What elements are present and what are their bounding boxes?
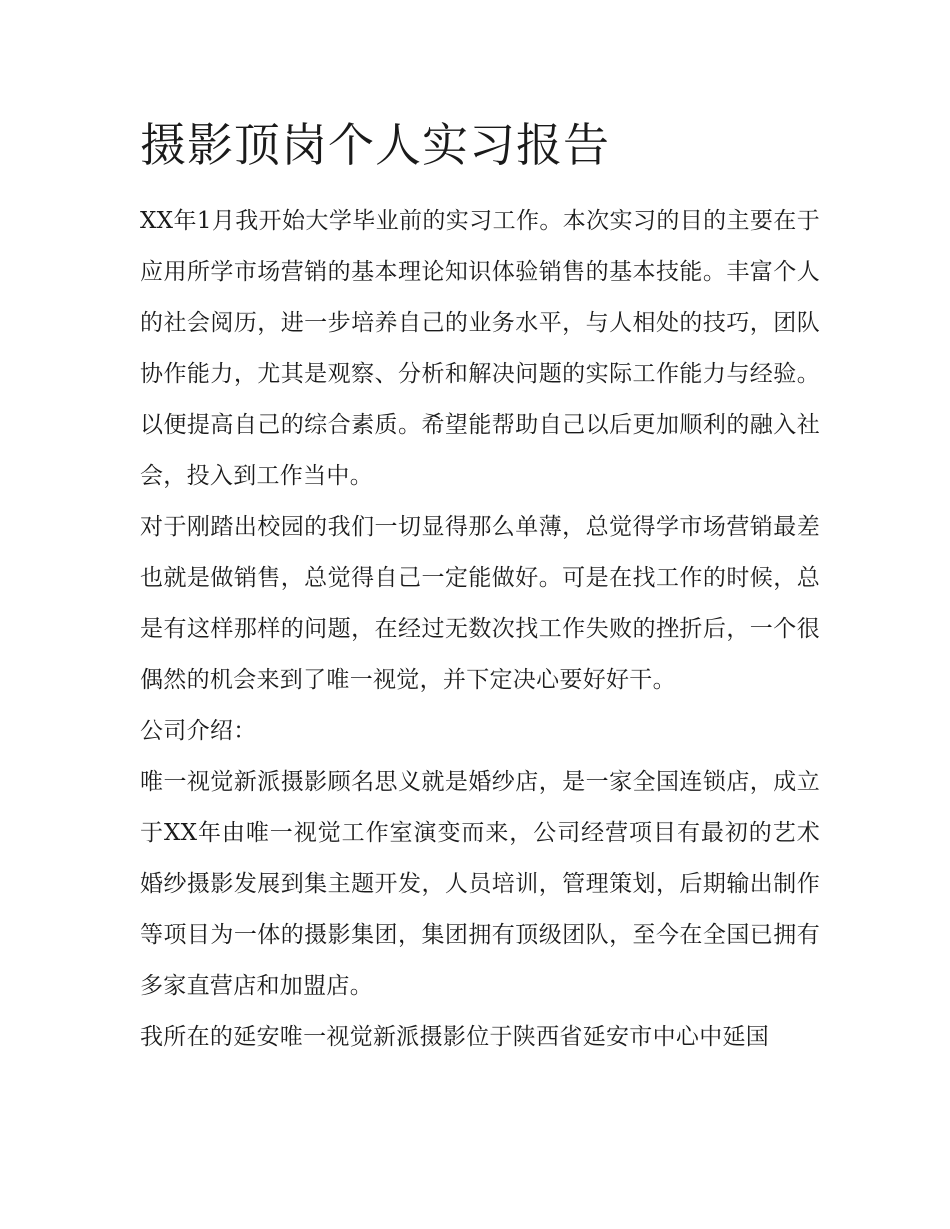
document-body bbox=[140, 196, 820, 1063]
document-title: 摄影顶岗个人实习报告 bbox=[140, 118, 610, 172]
paragraph-internship-intro: XX年1月我开始大学毕业前的实习工作。本次实习的目的主要在于应用所学市场营销的基本理论知识体验销售的基本技能。丰富个人的社会阅历，进一步培养自己的业务水平，与人相处的技巧，团队协作能力，尤其是观察、分析和解决问题的实际工作能力与经验。以便提高自己的综合素质。希望能帮助自己以后更加顺利的融入社会，投入到工作当中。 bbox=[140, 208, 820, 489]
paragraph-job-search: 对于刚踏出校园的我们一切显得那么单薄，总觉得学市场营销最差也就是做销售，总觉得自己一定能做好。可是在找工作的时候，总是有这样那样的问题，在经过无数次找工作失败的挫折后，一个很偶然的机会来到了唯一视觉，并下定决心要好好干。 bbox=[140, 514, 820, 693]
paragraph-company-intro: 唯一视觉新派摄影顾名思义就是婚纱店，是一家全国连锁店，成立于XX年由唯一视觉工作室演变而来，公司经营项目有最初的艺术婚纱摄影发展到集主题开发，人员培训，管理策划，后期输出制作等项目为一体的摄影集团，集团拥有顶级团队，至今在全国已拥有多家直营店和加盟店。 bbox=[140, 769, 820, 999]
paragraph-store-location: 我所在的延安唯一视觉新派摄影位于陕西省延安市中心中延国 bbox=[140, 1024, 770, 1050]
section-heading-company: 公司介绍： bbox=[140, 718, 257, 744]
